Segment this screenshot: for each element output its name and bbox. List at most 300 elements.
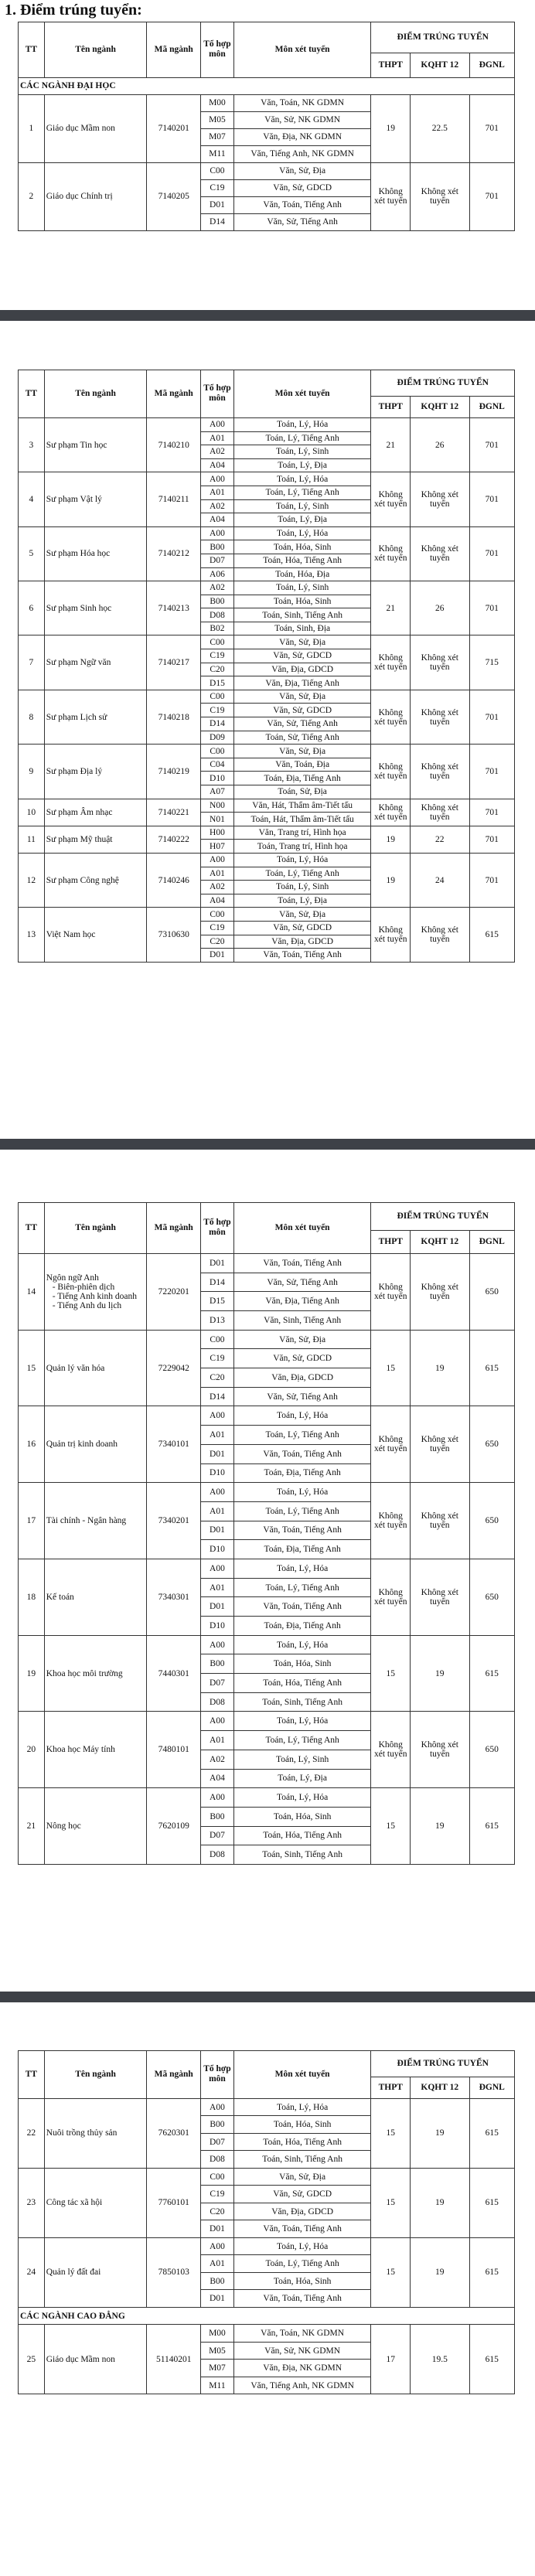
major-code: 7140210 (147, 417, 201, 472)
combo-code: M05 (201, 111, 234, 128)
combo-code: D08 (201, 1845, 234, 1865)
combo-code: C00 (201, 2168, 234, 2186)
major-code: 7140219 (147, 745, 201, 799)
col-header-subjects: Môn xét tuyển (233, 2051, 371, 2099)
score-dgnl: 615 (469, 1330, 515, 1406)
major-name: Khoa học môi trường (46, 1668, 123, 1678)
table-row (19, 1330, 515, 1349)
major-name-cell (44, 1253, 147, 1330)
combo-code: A00 (201, 417, 234, 431)
score-thpt: Không xét tuyển (371, 526, 411, 581)
combo-subjects: Văn, Toán, Tiếng Anh (233, 1597, 371, 1617)
combo-subjects: Toán, Lý, Sinh (233, 881, 371, 894)
combo-subjects: Văn, Toán, Tiếng Anh (233, 1253, 371, 1273)
major-code: 7140211 (147, 472, 201, 526)
combo-code: C00 (201, 162, 234, 179)
page-separator (0, 1992, 535, 2002)
table-row (19, 417, 515, 431)
combo-subjects: Văn, Sử, GDCD (233, 921, 371, 935)
score-kqht: Không xét tuyển (411, 908, 469, 962)
major-name-cell (44, 1635, 147, 1712)
combo-subjects: Toán, Hóa, Tiếng Anh (233, 554, 371, 567)
major-name-cell (44, 581, 147, 635)
major-code: 7760101 (147, 2168, 201, 2237)
major-name-cell (44, 2237, 147, 2307)
combo-code: A01 (201, 486, 234, 499)
score-dgnl: 615 (469, 1635, 515, 1712)
combo-subjects: Văn, Sử, NK GDMN (233, 111, 371, 128)
combo-subjects: Toán, Lý, Tiếng Anh (233, 1501, 371, 1521)
row-number: 18 (19, 1559, 45, 1635)
col-header-subjects: Môn xét tuyển (233, 1203, 371, 1254)
score-thpt: 15 (371, 1635, 411, 1712)
row-number: 14 (19, 1253, 45, 1330)
combo-subjects: Toán, Lý, Tiếng Anh (233, 431, 371, 445)
score-thpt: 21 (371, 417, 411, 472)
table-row (19, 1559, 515, 1578)
combo-subjects: Toán, Hóa, Tiếng Anh (233, 2133, 371, 2151)
score-dgnl: 701 (469, 826, 515, 853)
score-kqht: 19 (411, 2168, 469, 2237)
col-header-kqht: KQHT 12 (411, 2077, 469, 2099)
combo-subjects: Văn, Sử, Tiếng Anh (233, 717, 371, 731)
table-row (19, 1788, 515, 1808)
combo-subjects: Toán, Sinh, Tiếng Anh (233, 1692, 371, 1712)
combo-subjects: Văn, Địa, GDCD (233, 935, 371, 949)
major-name-cell (44, 690, 147, 744)
combo-subjects: Toán, Hóa, Sinh (233, 2272, 371, 2290)
combo-code: D07 (201, 1674, 234, 1693)
score-dgnl: 701 (469, 162, 515, 230)
row-number: 4 (19, 472, 45, 526)
major-code: 7620109 (147, 1788, 201, 1865)
score-dgnl: 650 (469, 1406, 515, 1483)
combo-code: A01 (201, 431, 234, 445)
combo-code: D10 (201, 1463, 234, 1483)
score-dgnl: 615 (469, 2237, 515, 2307)
combo-subjects: Văn, Sử, GDCD (233, 1349, 371, 1368)
combo-subjects: Văn, Trang trí, Hình họa (233, 826, 371, 840)
combo-subjects: Văn, Sử, GDCD (233, 649, 371, 663)
combo-subjects: Văn, Hát, Thẩm âm-Tiết tấu (233, 799, 371, 813)
combo-code: H00 (201, 826, 234, 840)
combo-subjects: Văn, Địa, GDCD (233, 2203, 371, 2220)
combo-subjects: Toán, Sử, Tiếng Anh (233, 731, 371, 745)
col-header-name: Tên ngành (44, 22, 147, 78)
score-dgnl: 615 (469, 2098, 515, 2168)
row-number: 2 (19, 162, 45, 230)
score-thpt: Không xét tuyển (371, 1406, 411, 1483)
combo-code: A01 (201, 2255, 234, 2273)
score-dgnl: 701 (469, 417, 515, 472)
combo-subjects: Toán, Lý, Hóa (233, 1712, 371, 1731)
score-kqht: 26 (411, 417, 469, 472)
combo-subjects: Văn, Sử, Địa (233, 635, 371, 649)
combo-code: B00 (201, 2116, 234, 2134)
combo-subjects: Toán, Hóa, Địa (233, 567, 371, 581)
combo-code: A00 (201, 1712, 234, 1731)
major-name-cell (44, 2098, 147, 2168)
major-code: 7850103 (147, 2237, 201, 2307)
major-code: 7220201 (147, 1253, 201, 1330)
score-thpt: 19 (371, 853, 411, 907)
combo-subjects: Văn, Sử, Địa (233, 1330, 371, 1349)
major-name-cell (44, 799, 147, 826)
score-dgnl: 615 (469, 908, 515, 962)
combo-subjects: Văn, Địa, NK GDMN (233, 128, 371, 145)
combo-code: A06 (201, 567, 234, 581)
major-name-cell (44, 94, 147, 162)
col-header-name: Tên ngành (44, 370, 147, 418)
major-name-cell (44, 853, 147, 907)
score-thpt: Không xét tuyển (371, 1712, 411, 1788)
major-name-cell (44, 2325, 147, 2394)
col-header-tt: TT (19, 370, 45, 418)
combo-code: M07 (201, 128, 234, 145)
major-name: Ngôn ngữ Anh (46, 1273, 99, 1283)
table-row (19, 1406, 515, 1426)
row-number: 25 (19, 2325, 45, 2394)
row-number: 23 (19, 2168, 45, 2237)
major-name-cell (44, 745, 147, 799)
combo-subjects: Văn, Sinh, Tiếng Anh (233, 1311, 371, 1331)
score-kqht: Không xét tuyển (411, 745, 469, 799)
score-thpt: 17 (371, 2325, 411, 2394)
col-header-combo: Tổ hợp môn (201, 2051, 234, 2099)
combo-code: C19 (201, 921, 234, 935)
col-header-combo: Tổ hợp môn (201, 22, 234, 78)
score-kqht: Không xét tuyển (411, 635, 469, 690)
col-header-combo: Tổ hợp môn (201, 370, 234, 418)
combo-code: C00 (201, 745, 234, 758)
row-number: 16 (19, 1406, 45, 1483)
combo-code: C19 (201, 1349, 234, 1368)
major-name: Tài chính - Ngân hàng (46, 1516, 127, 1526)
combo-code: D08 (201, 608, 234, 622)
score-kqht: 22 (411, 826, 469, 853)
major-name: Quản lý văn hóa (46, 1363, 105, 1373)
score-thpt: Không xét tuyển (371, 1253, 411, 1330)
row-number: 19 (19, 1635, 45, 1712)
combo-subjects: Văn, Sử, NK GDMN (233, 2342, 371, 2360)
combo-code: D01 (201, 1521, 234, 1540)
combo-code: D01 (201, 949, 234, 963)
combo-subjects: Toán, Hóa, Tiếng Anh (233, 1826, 371, 1845)
combo-code: A00 (201, 1635, 234, 1654)
major-specialization: - Tiếng Anh du lịch (52, 1300, 122, 1310)
score-dgnl: 615 (469, 2168, 515, 2237)
combo-code: A00 (201, 1483, 234, 1502)
score-kqht: Không xét tuyển (411, 690, 469, 744)
combo-subjects: Văn, Toán, NK GDMN (233, 2325, 371, 2343)
major-code: 51140201 (147, 2325, 201, 2394)
score-kqht: Không xét tuyển (411, 1406, 469, 1483)
combo-subjects: Toán, Địa, Tiếng Anh (233, 1540, 371, 1559)
page-separator (0, 310, 535, 321)
combo-subjects: Toán, Lý, Sinh (233, 445, 371, 459)
combo-subjects: Văn, Toán, Tiếng Anh (233, 1444, 371, 1463)
score-kqht: Không xét tuyển (411, 472, 469, 526)
combo-subjects: Toán, Lý, Địa (233, 1769, 371, 1788)
combo-subjects: Toán, Địa, Tiếng Anh (233, 1463, 371, 1483)
combo-code: A02 (201, 499, 234, 513)
combo-code: A00 (201, 526, 234, 540)
major-name-cell (44, 162, 147, 230)
combo-code: A00 (201, 1559, 234, 1578)
table-page (18, 1202, 515, 1865)
score-dgnl: 715 (469, 635, 515, 690)
combo-code: N01 (201, 813, 234, 826)
combo-code: C00 (201, 635, 234, 649)
combo-code: D01 (201, 2290, 234, 2308)
combo-subjects: Toán, Lý, Tiếng Anh (233, 1426, 371, 1445)
score-thpt: 15 (371, 2098, 411, 2168)
major-name: Sư phạm Công nghệ (46, 875, 119, 885)
combo-subjects: Văn, Sử, GDCD (233, 179, 371, 196)
combo-code: A00 (201, 2098, 234, 2116)
score-dgnl: 701 (469, 526, 515, 581)
combo-subjects: Văn, Toán, Tiếng Anh (233, 949, 371, 963)
row-number: 1 (19, 94, 45, 162)
major-name-cell (44, 1406, 147, 1483)
score-thpt: 15 (371, 2237, 411, 2307)
combo-code: D15 (201, 676, 234, 690)
score-thpt: 19 (371, 826, 411, 853)
combo-subjects: Toán, Lý, Hóa (233, 1635, 371, 1654)
combo-code: C00 (201, 1330, 234, 1349)
score-dgnl: 650 (469, 1559, 515, 1635)
col-header-subjects: Môn xét tuyển (233, 370, 371, 418)
major-name: Quản lý đất đai (46, 2268, 101, 2278)
major-name: Sư phạm Mỹ thuật (46, 834, 113, 844)
table-row (19, 94, 515, 111)
combo-code: A02 (201, 881, 234, 894)
col-header-dgnl: ĐGNL (469, 397, 515, 418)
admission-score-table (18, 1202, 515, 1865)
combo-subjects: Văn, Địa, NK GDMN (233, 2360, 371, 2377)
combo-subjects: Toán, Lý, Tiếng Anh (233, 486, 371, 499)
col-header-name: Tên ngành (44, 1203, 147, 1254)
col-header-thpt: THPT (371, 397, 411, 418)
combo-code: A02 (201, 1750, 234, 1769)
major-code: 7340201 (147, 1483, 201, 1559)
major-code: 7340101 (147, 1406, 201, 1483)
score-thpt: Không xét tuyển (371, 799, 411, 826)
combo-code: D01 (201, 1444, 234, 1463)
combo-subjects: Toán, Lý, Hóa (233, 1406, 371, 1426)
combo-code: M11 (201, 145, 234, 162)
score-kqht: 19 (411, 1788, 469, 1865)
combo-code: C20 (201, 935, 234, 949)
combo-subjects: Toán, Lý, Sinh (233, 499, 371, 513)
score-dgnl: 615 (469, 1788, 515, 1865)
combo-subjects: Toán, Hóa, Sinh (233, 1807, 371, 1826)
score-thpt: Không xét tuyển (371, 635, 411, 690)
combo-subjects: Văn, Toán, NK GDMN (233, 94, 371, 111)
col-header-kqht: KQHT 12 (411, 53, 469, 77)
major-code: 7140217 (147, 635, 201, 690)
combo-subjects: Toán, Hóa, Sinh (233, 1654, 371, 1674)
combo-code: M05 (201, 2342, 234, 2360)
combo-subjects: Toán, Hóa, Sinh (233, 2116, 371, 2134)
section-row (19, 2307, 515, 2325)
col-header-name: Tên ngành (44, 2051, 147, 2099)
major-code: 7140221 (147, 799, 201, 826)
major-name-cell (44, 908, 147, 962)
row-number: 20 (19, 1712, 45, 1788)
major-specialization: - Biên-phiên dịch (52, 1282, 115, 1292)
table-row (19, 472, 515, 486)
combo-subjects: Văn, Toán, Địa (233, 758, 371, 772)
score-dgnl: 701 (469, 690, 515, 744)
combo-code: B00 (201, 595, 234, 608)
combo-subjects: Toán, Lý, Địa (233, 894, 371, 908)
combo-code: D10 (201, 772, 234, 785)
combo-subjects: Toán, Lý, Tiếng Anh (233, 867, 371, 881)
table-row (19, 2237, 515, 2255)
col-header-code: Mã ngành (147, 1203, 201, 1254)
major-name-cell (44, 526, 147, 581)
combo-code: D14 (201, 717, 234, 731)
score-kqht: Không xét tuyển (411, 162, 469, 230)
combo-code: A04 (201, 894, 234, 908)
score-thpt: Không xét tuyển (371, 1559, 411, 1635)
combo-code: D07 (201, 2133, 234, 2151)
combo-subjects: Văn, Sử, Địa (233, 908, 371, 922)
combo-subjects: Toán, Sinh, Địa (233, 622, 371, 635)
combo-subjects: Văn, Địa, GDCD (233, 1368, 371, 1388)
major-code: 7140222 (147, 826, 201, 853)
combo-code: D01 (201, 196, 234, 213)
combo-code: M00 (201, 2325, 234, 2343)
score-thpt: Không xét tuyển (371, 162, 411, 230)
col-header-code: Mã ngành (147, 22, 201, 78)
score-dgnl: 701 (469, 799, 515, 826)
table-row (19, 853, 515, 867)
major-name-cell (44, 1559, 147, 1635)
score-dgnl: 615 (469, 2325, 515, 2394)
score-thpt: Không xét tuyển (371, 745, 411, 799)
combo-subjects: Toán, Lý, Tiếng Anh (233, 2255, 371, 2273)
combo-subjects: Văn, Địa, Tiếng Anh (233, 1292, 371, 1311)
major-name-cell (44, 1712, 147, 1788)
combo-subjects: Toán, Hóa, Sinh (233, 540, 371, 554)
combo-code: A01 (201, 1731, 234, 1750)
major-code: 7340301 (147, 1559, 201, 1635)
combo-subjects: Toán, Lý, Hóa (233, 526, 371, 540)
combo-code: A02 (201, 445, 234, 459)
score-kqht: Không xét tuyển (411, 1712, 469, 1788)
combo-subjects: Văn, Tiếng Anh, NK GDMN (233, 145, 371, 162)
major-code: 7310630 (147, 908, 201, 962)
col-header-kqht: KQHT 12 (411, 1231, 469, 1254)
table-row (19, 1635, 515, 1654)
major-code: 7480101 (147, 1712, 201, 1788)
score-thpt: 15 (371, 1788, 411, 1865)
row-number: 7 (19, 635, 45, 690)
score-thpt: 15 (371, 2168, 411, 2237)
major-name-cell (44, 826, 147, 853)
combo-subjects: Văn, Toán, Tiếng Anh (233, 2290, 371, 2308)
combo-subjects: Toán, Hóa, Sinh (233, 595, 371, 608)
col-header-score-group: ĐIỂM TRÚNG TUYỂN (371, 1203, 515, 1231)
row-number: 13 (19, 908, 45, 962)
row-number: 17 (19, 1483, 45, 1559)
combo-code: B00 (201, 540, 234, 554)
major-name: Nông học (46, 1821, 81, 1831)
col-header-dgnl: ĐGNL (469, 53, 515, 77)
score-kqht: 19 (411, 1635, 469, 1712)
major-code: 7140205 (147, 162, 201, 230)
combo-subjects: Văn, Toán, Tiếng Anh (233, 196, 371, 213)
combo-code: D07 (201, 1826, 234, 1845)
major-name: Giáo dục Chính trị (46, 192, 113, 202)
combo-code: C00 (201, 908, 234, 922)
major-name: Sư phạm Sinh học (46, 603, 112, 613)
combo-subjects: Toán, Lý, Tiếng Anh (233, 1578, 371, 1597)
score-kqht: 19.5 (411, 2325, 469, 2394)
col-header-thpt: THPT (371, 53, 411, 77)
combo-subjects: Toán, Lý, Hóa (233, 1559, 371, 1578)
row-number: 10 (19, 799, 45, 826)
score-thpt: Không xét tuyển (371, 1483, 411, 1559)
row-number: 5 (19, 526, 45, 581)
combo-subjects: Toán, Lý, Địa (233, 458, 371, 472)
score-thpt: 21 (371, 581, 411, 635)
col-header-score-group: ĐIỂM TRÚNG TUYỂN (371, 2051, 515, 2077)
combo-subjects: Toán, Trang trí, Hình họa (233, 840, 371, 854)
combo-code: B00 (201, 1807, 234, 1826)
major-code: 7140212 (147, 526, 201, 581)
major-name-cell (44, 635, 147, 690)
col-header-tt: TT (19, 22, 45, 78)
score-kqht: 19 (411, 1330, 469, 1406)
major-name: Quản trị kinh doanh (46, 1440, 118, 1450)
score-kqht: Không xét tuyển (411, 1483, 469, 1559)
combo-subjects: Văn, Tiếng Anh, NK GDMN (233, 2377, 371, 2394)
table-row (19, 526, 515, 540)
combo-code: A01 (201, 1501, 234, 1521)
table-row (19, 2098, 515, 2116)
combo-subjects: Toán, Hóa, Tiếng Anh (233, 1674, 371, 1693)
combo-code: D01 (201, 1253, 234, 1273)
combo-subjects: Toán, Địa, Tiếng Anh (233, 1617, 371, 1636)
combo-subjects: Toán, Sinh, Tiếng Anh (233, 1845, 371, 1865)
combo-subjects: Văn, Sử, Địa (233, 2168, 371, 2186)
combo-subjects: Toán, Hát, Thẩm âm-Tiết tấu (233, 813, 371, 826)
combo-code: D01 (201, 1597, 234, 1617)
table-page (18, 370, 515, 963)
combo-subjects: Văn, Sử, Địa (233, 162, 371, 179)
major-name: Giáo dục Mầm non (46, 2354, 115, 2364)
score-thpt: Không xét tuyển (371, 690, 411, 744)
score-kqht: Không xét tuyển (411, 1253, 469, 1330)
combo-code: B00 (201, 1654, 234, 1674)
combo-code: H07 (201, 840, 234, 854)
admission-score-table (18, 22, 515, 231)
major-name-cell (44, 2168, 147, 2237)
section-title: CÁC NGÀNH ĐẠI HỌC (19, 77, 515, 94)
combo-code: A00 (201, 2237, 234, 2255)
combo-code: D10 (201, 1617, 234, 1636)
combo-code: A04 (201, 1769, 234, 1788)
combo-code: A04 (201, 458, 234, 472)
combo-code: A07 (201, 785, 234, 799)
row-number: 3 (19, 417, 45, 472)
row-number: 11 (19, 826, 45, 853)
combo-code: A01 (201, 1426, 234, 1445)
combo-subjects: Toán, Lý, Hóa (233, 417, 371, 431)
